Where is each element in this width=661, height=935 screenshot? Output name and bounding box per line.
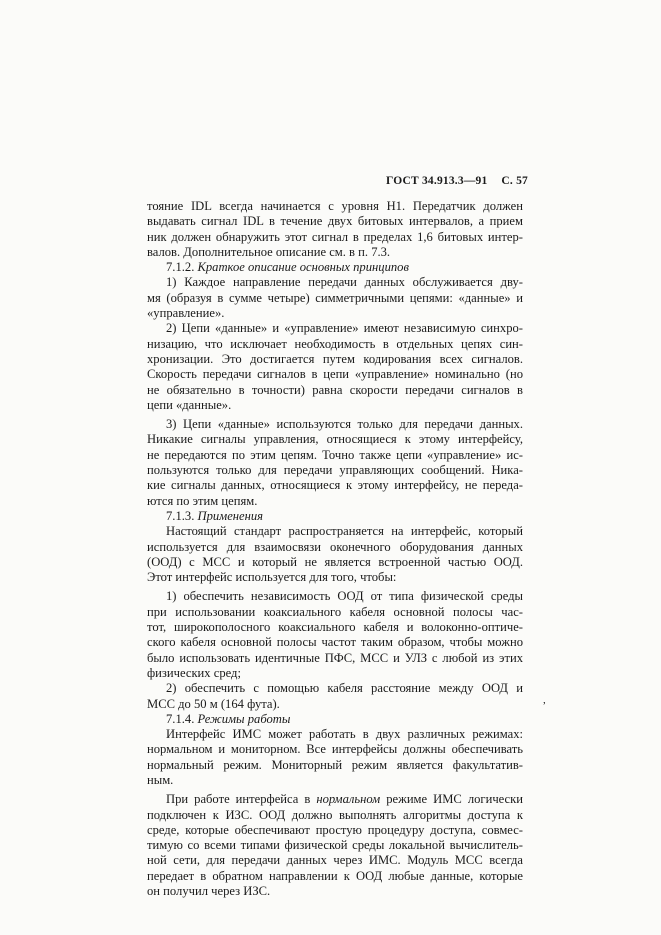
text-line [147,651,523,666]
line-text: цепи «данные». [147,397,232,412]
italic-text: Режимы работы [197,711,291,726]
text-line [147,463,523,478]
line-text: нормальный режим. Мониторный режим является факультатив- [147,757,523,772]
text-line [147,773,523,788]
text-line [147,199,523,214]
text-line [147,214,523,229]
text-line [147,494,523,509]
line-text: физических сред; [147,665,241,680]
text-line [147,540,523,555]
text-line [147,884,523,899]
standard-number: ГОСТ 34.913.3—91 [386,175,488,187]
page-number: С. 57 [501,175,528,187]
text-line [147,605,523,620]
line-text: нормальном и мониторном. Все интерфейсы должны обеспечивать [147,742,523,757]
line-text: ным. [147,772,174,787]
line-text: режиме ИМС логически [380,792,523,807]
line-text: (ООД) с МСС и который не является встроенной частью ООД. [147,554,523,569]
line-text: было использовать идентичные ПФС, МСС и УЛЗ с любой из этих [147,650,523,665]
text-line [147,620,523,635]
italic-text: Применения [197,508,264,523]
line-text: 7.1.4. [166,711,198,726]
line-text: пользуются только для передачи управляющих сообщений. Ника- [147,463,523,478]
italic-text: нормальном [316,792,381,807]
line-text: не обязательно в точности) равна скорости передачи сигналов в [147,382,523,397]
line-text: при использовании коаксиального кабеля основной полосы час- [147,604,523,619]
text-line [147,727,523,742]
body-text [147,199,523,899]
text-line [147,398,523,413]
line-text: тимую со всеми типами физической среды локальной вычислитель- [147,838,523,853]
text-line [147,352,523,367]
text-line [147,666,523,681]
text-line [147,823,523,838]
text-line [147,291,523,306]
line-text: Этот интерфейс используется для того, чтобы: [147,570,397,585]
line-text: валов. Дополнительное описание см. в п. 7.3. [147,244,391,259]
text-line [147,321,523,336]
text-line [147,869,523,884]
line-text: Настоящий стандарт распространяется на интерфейс, который [166,524,523,539]
line-text: При работе интерфейса в [166,792,317,807]
line-text: он получил через ИЗС. [147,884,271,899]
text-line [147,245,523,260]
line-text: тояние IDL всегда начинается с уровня H1. Передатчик должен [147,199,523,213]
text-line [147,432,523,447]
line-text: хронизации. Это достигается путем кодирования всех сигналов. [147,351,523,366]
line-text: выдавать сигнал IDL в течение двух битовых интервалов, а прием [147,214,523,229]
line-text: среде, которые обеспечивают простую процедуру доступа, совмес- [147,822,523,837]
line-text: ского кабеля основной полосы частот таким образом, чтобы можно [147,635,523,650]
line-text: ной сети, для передачи данных через ИМС. Модуль МСС всегда [147,853,523,868]
line-text: 2) Цепи «данные» и «управление» имеют независимую синхро- [166,321,523,336]
line-text: Интерфейс ИМС может работать в двух различных режимах: [166,727,523,742]
line-text: 1) обеспечить независимость ООД от типа физической среды [166,589,523,604]
line-text: низацию, что исключает необходимость в отдельных цепях син- [147,336,523,351]
italic-text: Краткое описание основных принципов [197,260,409,275]
line-text: используется для взаимосвязи оконечного оборудования данных [147,539,523,554]
text-line [147,275,523,290]
text-line [147,697,523,712]
text-line [147,570,523,585]
margin-mark: , [543,694,546,706]
text-line [147,742,523,757]
line-text: 7.1.2. [166,260,198,275]
line-text: подключен к ИЗС. ООД должно выполнять алгоритмы доступа к [147,807,523,822]
line-text: «управление». [147,306,225,321]
line-text: ются по этим цепям. [147,493,258,508]
line-text: 2) обеспечить с помощью кабеля расстояние между ООД и [166,681,523,696]
text-line [147,635,523,650]
text-line [147,260,523,275]
text-line [147,524,523,539]
line-text: тот, широкополосного коаксиального кабеля и волоконно-оптиче- [147,620,523,635]
text-line [147,712,523,727]
text-line [147,383,523,398]
line-text: передает в обратном направлении к ООД любые данные, которые [147,868,523,883]
text-line [147,448,523,463]
text-line [147,337,523,352]
line-text: не передаются по этим цепям. Точно также цепи «управление» ис- [147,447,523,462]
text-line [147,792,523,807]
text-line [147,838,523,853]
text-line [147,555,523,570]
line-text: МСС до 50 м (164 фута). [147,696,280,711]
line-text: Никакие сигналы управления, относящиеся к этому интерфейсу, [147,432,523,447]
line-text: Скорость передачи сигналов в цепи «управление» номинально (но [147,367,523,382]
text-line [147,306,523,321]
text-line [147,509,523,524]
text-line [147,367,523,382]
line-text: 7.1.3. [166,508,198,523]
text-line [147,230,523,245]
line-text: 3) Цепи «данные» используются только для передачи данных. [166,417,523,432]
text-line [147,808,523,823]
text-line [147,758,523,773]
text-line [147,589,523,604]
text-line [147,853,523,868]
page-header [386,175,542,187]
line-text: мя (образуя в сумме четыре) симметричными цепями: «данные» и [147,290,523,305]
line-text: кие сигналы данных, относящиеся к этому интерфейсу, не переда- [147,478,523,493]
text-line [147,478,523,493]
text-line [147,417,523,432]
line-text: ник должен обнаружить этот сигнал в пределах 1,6 битовых интер- [147,229,523,244]
line-text: 1) Каждое направление передачи данных обслуживается дву- [166,275,523,290]
text-line [147,681,523,696]
